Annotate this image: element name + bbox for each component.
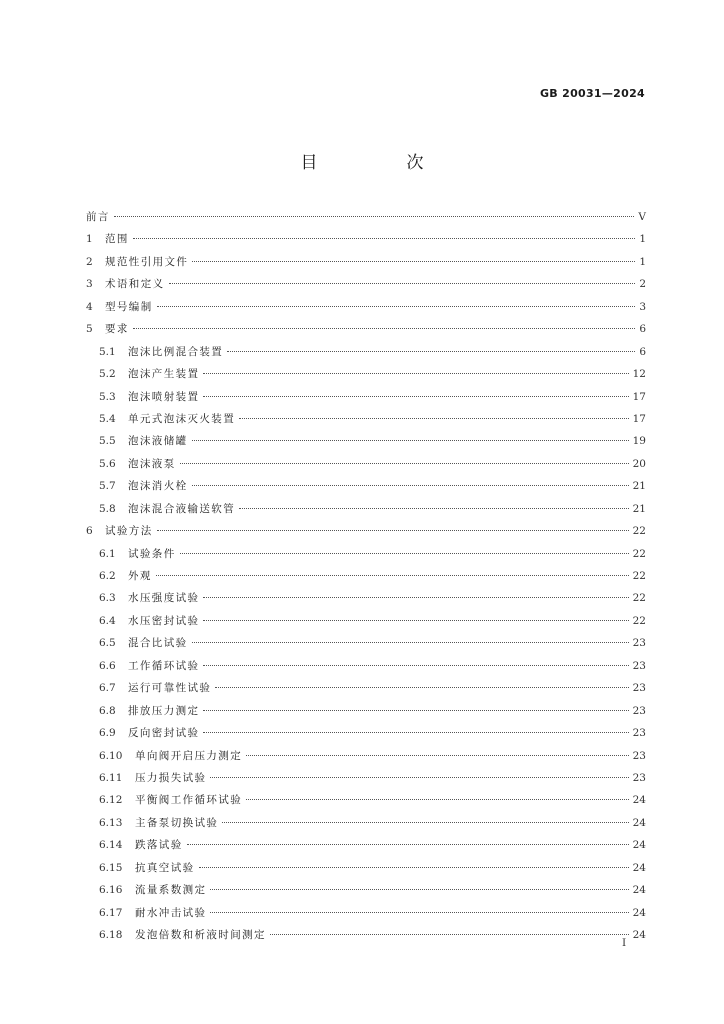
toc-leader-dots — [210, 777, 628, 778]
toc-entry-page: 23 — [632, 727, 646, 740]
toc-entry[interactable] — [86, 722, 646, 744]
toc-entry-number: 6.8 — [99, 704, 116, 717]
toc-entry-label: 试验方法 — [105, 525, 153, 538]
toc-entry-label: 平衡阀工作循环试验 — [135, 794, 243, 807]
toc-entry-number: 6.17 — [99, 906, 123, 919]
toc-entry-label: 泡沫喷射装置 — [128, 390, 200, 403]
toc-entry-label: 泡沫比例混合装置 — [128, 345, 224, 358]
toc-entry[interactable] — [86, 386, 646, 408]
toc-entry-number: 6.1 — [99, 547, 116, 560]
toc-entry-number: 5 — [86, 323, 93, 336]
toc-leader-dots — [156, 575, 629, 576]
toc-entry[interactable] — [86, 543, 646, 565]
toc-entry-page: 12 — [632, 368, 646, 381]
toc-leader-dots — [180, 553, 629, 554]
toc-leader-dots — [246, 799, 629, 800]
toc-entry-number: 6.15 — [99, 861, 123, 874]
toc-entry-page: 24 — [632, 839, 646, 852]
toc-entry-label: 泡沫消火栓 — [128, 480, 188, 493]
toc-entry-page: 23 — [632, 659, 646, 672]
toc-entry-label: 排放压力测定 — [128, 704, 200, 717]
page-number: I — [622, 937, 627, 949]
toc-entry-page: 2 — [639, 278, 646, 291]
toc-entry-page: 23 — [632, 771, 646, 784]
toc-entry-number: 6.2 — [99, 570, 116, 582]
toc-entry-label: 抗真空试验 — [135, 861, 195, 874]
toc-leader-dots — [199, 867, 629, 868]
toc-leader-dots — [114, 216, 635, 217]
toc-entry-page: 17 — [632, 390, 646, 403]
toc-entry-label: 水压强度试验 — [128, 592, 200, 605]
toc-entry-page: 1 — [639, 233, 646, 246]
toc-entry-number: 5.3 — [99, 390, 116, 403]
toc-entry-page: 22 — [632, 547, 646, 560]
toc-entry[interactable] — [86, 228, 646, 250]
toc-entry-page: 23 — [632, 749, 646, 762]
toc-entry[interactable] — [86, 902, 646, 924]
toc-entry-page: 24 — [632, 929, 646, 941]
standard-code: GB 20031—2024 — [539, 87, 645, 100]
table-of-contents — [86, 206, 646, 946]
toc-entry[interactable] — [86, 453, 646, 475]
toc-leader-dots — [215, 687, 628, 688]
toc-entry-label: 压力损失试验 — [135, 771, 207, 784]
toc-entry[interactable] — [86, 924, 646, 946]
toc-entry-page: V — [638, 211, 646, 223]
toc-entry-number: 5.6 — [99, 457, 116, 470]
toc-leader-dots — [192, 485, 629, 486]
toc-entry-page: 24 — [632, 861, 646, 874]
toc-entry-label: 规范性引用文件 — [105, 255, 189, 268]
toc-entry[interactable] — [86, 206, 646, 228]
toc-leader-dots — [270, 934, 629, 935]
toc-entry-label: 主备泵切换试验 — [135, 816, 219, 829]
toc-entry-label: 反向密封试验 — [128, 727, 200, 740]
toc-entry-label: 外观 — [128, 570, 152, 582]
toc-leader-dots — [180, 463, 629, 464]
toc-entry-number: 6.18 — [99, 929, 123, 941]
toc-entry-page: 22 — [632, 570, 646, 582]
toc-entry-page: 22 — [632, 614, 646, 627]
toc-entry-label: 耐水冲击试验 — [135, 906, 207, 919]
toc-leader-dots — [203, 373, 628, 374]
toc-entry-number: 6.3 — [99, 592, 116, 605]
toc-entry[interactable] — [86, 273, 646, 295]
toc-entry-page: 6 — [639, 323, 646, 336]
toc-entry-label: 流量系数测定 — [135, 884, 207, 897]
toc-leader-dots — [203, 396, 628, 397]
toc-entry-number: 5.2 — [99, 368, 116, 381]
toc-entry-number: 2 — [86, 255, 93, 268]
toc-leader-dots — [133, 328, 636, 329]
toc-leader-dots — [210, 889, 628, 890]
toc-entry-label: 单元式泡沫灭火装置 — [128, 412, 236, 425]
toc-entry[interactable] — [86, 834, 646, 856]
toc-entry-number: 6.4 — [99, 614, 116, 627]
toc-leader-dots — [192, 261, 635, 262]
toc-entry-label: 跌落试验 — [135, 839, 183, 852]
toc-entry[interactable] — [86, 408, 646, 430]
toc-entry-page: 19 — [632, 435, 646, 448]
toc-leader-dots — [246, 755, 629, 756]
toc-entry-number: 6.11 — [99, 771, 123, 784]
toc-entry[interactable] — [86, 341, 646, 363]
toc-entry-number: 5.5 — [99, 435, 116, 448]
toc-leader-dots — [239, 508, 629, 509]
toc-entry-page: 24 — [632, 794, 646, 807]
toc-entry-number: 6.10 — [99, 749, 123, 762]
toc-entry-page: 3 — [639, 300, 646, 313]
toc-entry[interactable] — [86, 812, 646, 834]
toc-leader-dots — [169, 283, 636, 284]
toc-entry[interactable] — [86, 475, 646, 497]
toc-entry[interactable] — [86, 879, 646, 901]
toc-entry-page: 21 — [632, 502, 646, 515]
toc-entry[interactable] — [86, 363, 646, 385]
toc-entry[interactable] — [86, 789, 646, 811]
toc-leader-dots — [210, 912, 628, 913]
toc-leader-dots — [203, 665, 628, 666]
toc-entry-page: 24 — [632, 884, 646, 897]
toc-entry-label: 单向阀开启压力测定 — [135, 749, 243, 762]
toc-entry[interactable] — [86, 498, 646, 520]
toc-entry[interactable] — [86, 857, 646, 879]
toc-leader-dots — [192, 642, 629, 643]
toc-entry-label: 要求 — [105, 323, 129, 336]
page-title: 目 次 — [300, 153, 460, 173]
toc-entry-page: 24 — [632, 816, 646, 829]
toc-leader-dots — [239, 418, 629, 419]
toc-leader-dots — [192, 440, 629, 441]
toc-entry[interactable] — [86, 251, 646, 273]
toc-entry-number: 6.7 — [99, 682, 116, 695]
toc-entry-number: 5.4 — [99, 412, 116, 425]
toc-entry-label: 泡沫产生装置 — [128, 368, 200, 381]
toc-entry-page: 17 — [632, 412, 646, 425]
toc-leader-dots — [187, 844, 629, 845]
toc-leader-dots — [227, 351, 635, 352]
toc-entry-number: 4 — [86, 300, 93, 313]
toc-entry-number: 6.6 — [99, 659, 116, 672]
toc-entry-number: 1 — [86, 233, 93, 246]
toc-entry-page: 22 — [632, 592, 646, 605]
toc-entry-page: 22 — [632, 525, 646, 538]
toc-entry[interactable] — [86, 565, 646, 587]
toc-entry-number: 5.1 — [99, 345, 116, 358]
toc-entry-page: 23 — [632, 637, 646, 650]
toc-entry-number: 3 — [86, 278, 93, 291]
toc-entry-label: 范围 — [105, 233, 129, 246]
toc-entry-number: 6.12 — [99, 794, 123, 807]
toc-entry[interactable] — [86, 610, 646, 632]
toc-entry[interactable] — [86, 700, 646, 722]
toc-entry-label: 工作循环试验 — [128, 659, 200, 672]
toc-leader-dots — [157, 530, 629, 531]
toc-entry-number: 6.16 — [99, 884, 123, 897]
toc-entry-page: 24 — [632, 906, 646, 919]
toc-leader-dots — [203, 620, 628, 621]
toc-leader-dots — [133, 238, 636, 239]
toc-entry-label: 前言 — [86, 211, 110, 223]
toc-entry-number: 5.7 — [99, 480, 116, 493]
toc-entry[interactable] — [86, 430, 646, 452]
toc-entry-label: 泡沫混合液输送软管 — [128, 502, 236, 515]
toc-entry-label: 运行可靠性试验 — [128, 682, 212, 695]
toc-leader-dots — [203, 732, 628, 733]
toc-entry-page: 1 — [639, 255, 646, 268]
toc-entry-label: 混合比试验 — [128, 637, 188, 650]
toc-entry[interactable] — [86, 296, 646, 318]
toc-entry-number: 5.8 — [99, 502, 116, 515]
toc-entry-label: 泡沫液储罐 — [128, 435, 188, 448]
toc-entry-number: 6.9 — [99, 727, 116, 740]
toc-entry-label: 水压密封试验 — [128, 614, 200, 627]
toc-entry-number: 6.13 — [99, 816, 123, 829]
toc-entry-label: 术语和定义 — [105, 278, 165, 291]
toc-entry-number: 6.5 — [99, 637, 116, 650]
toc-leader-dots — [222, 822, 628, 823]
toc-entry-label: 试验条件 — [128, 547, 176, 560]
toc-entry-label: 泡沫液泵 — [128, 457, 176, 470]
toc-entry[interactable] — [86, 655, 646, 677]
toc-entry-label: 发泡倍数和析液时间测定 — [135, 929, 266, 941]
toc-leader-dots — [203, 710, 628, 711]
toc-entry[interactable] — [86, 677, 646, 699]
toc-entry-number: 6.14 — [99, 839, 123, 852]
toc-entry-page: 20 — [632, 457, 646, 470]
toc-entry-page: 23 — [632, 704, 646, 717]
toc-entry[interactable] — [86, 520, 646, 542]
toc-entry[interactable] — [86, 587, 646, 609]
toc-entry[interactable] — [86, 632, 646, 654]
toc-entry[interactable] — [86, 745, 646, 767]
toc-entry-number: 6 — [86, 525, 93, 538]
toc-entry[interactable] — [86, 767, 646, 789]
toc-leader-dots — [157, 306, 636, 307]
toc-leader-dots — [203, 597, 628, 598]
toc-entry-page: 23 — [632, 682, 646, 695]
toc-entry-page: 6 — [639, 345, 646, 358]
toc-entry-label: 型号编制 — [105, 300, 153, 313]
toc-entry[interactable] — [86, 318, 646, 340]
toc-entry-page: 21 — [632, 480, 646, 493]
